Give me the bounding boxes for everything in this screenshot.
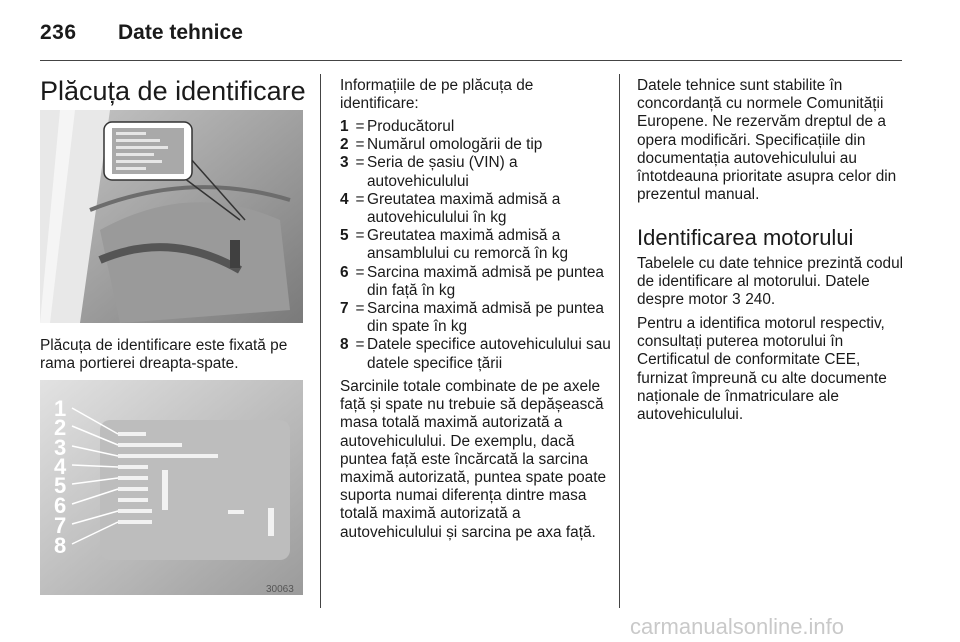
legend-text: Datele specifice autovehiculului sau datele specifice țării	[367, 336, 611, 372]
legend-item	[340, 136, 620, 154]
page-number: 236	[40, 21, 77, 44]
figure-label-4: 4	[54, 454, 67, 479]
figure-code: 30063	[266, 584, 294, 595]
legend-number: 6	[340, 263, 349, 281]
figure-label-3: 3	[54, 435, 67, 460]
technical-data-paragraph: Datele tehnice sunt stabilite în concordanță cu normele Comunității Europene. Ne rezervăm dreptul de a opera modificări. Specificațiile din documentația autovehiculului au întotdeauna prioritate asupra celor din prezentul manual.	[637, 77, 897, 204]
legend-number: 7	[340, 300, 349, 318]
legend-text: Producătorul	[367, 118, 455, 135]
legend-item	[340, 336, 620, 372]
figure-label-8: 8	[54, 533, 67, 558]
figure-label-2: 2	[54, 415, 67, 440]
engine-identify-paragraph: Pentru a identifica motorul respectiv, consultați puterea motorului în Certificatul de conformitate CEE, furnizat împreună cu alte documente naționale de înmatriculare ale autovehiculului.	[637, 315, 887, 424]
legend-number: 2	[340, 136, 349, 154]
section-heading-engine: Identificarea motorului	[637, 225, 854, 250]
legend-equals: =	[355, 118, 365, 135]
legend-equals: =	[355, 227, 365, 245]
legend-number: 3	[340, 154, 349, 172]
column-divider-1	[320, 74, 321, 608]
section-heading-plate: Plăcuța de identificare	[40, 76, 306, 106]
door-frame-photo	[40, 110, 303, 323]
engine-code-page-ref: 240.	[740, 291, 776, 309]
engine-code-text: Tabelele cu date tehnice prezintă codul de identificare al motorului. Datele despre motor	[637, 255, 904, 309]
legend-equals: =	[355, 300, 365, 318]
legend-text: Greutatea maximă admisă a autovehiculului în kg	[367, 190, 561, 227]
page-reference-icon: 3	[732, 291, 741, 309]
header-rule	[40, 60, 902, 61]
legend-list	[340, 118, 620, 373]
watermark: carmanualsonline.info	[630, 614, 845, 639]
legend-equals: =	[355, 190, 365, 208]
legend-text: Seria de șasiu (VIN) a autovehiculului	[367, 154, 518, 190]
legend-equals: =	[355, 263, 365, 281]
identification-plate-photo	[40, 380, 303, 595]
plate-location-caption: Plăcuța de identificare este fixată pe rama portierei dreapta-spate.	[40, 337, 288, 373]
legend-text: Greutatea maximă admisă a ansamblului cu remorcă în kg	[367, 227, 569, 263]
figure-label-5: 5	[54, 473, 67, 498]
page-header-title: Date tehnice	[118, 21, 243, 44]
axle-load-paragraph: Sarcinile totale combinate de pe axele față și spate nu trebuie să depășească masa totală maximă autorizată a autovehiculului. De exemplu, dacă puntea față este încărcată la sarcina maximă autorizată, puntea spate poate suporta numai diferența dintre masa totală maximă autorizată a autovehiculului și sarcina pe axa față.	[340, 378, 607, 541]
legend-number: 1	[340, 118, 349, 135]
figure-label-7: 7	[54, 513, 67, 538]
legend-number: 4	[340, 190, 349, 208]
legend-item	[340, 264, 620, 300]
legend-text: Numărul omologării de tip	[367, 136, 543, 154]
legend-item	[340, 300, 620, 336]
figure-label-1: 1	[54, 396, 67, 421]
legend-equals: =	[355, 154, 365, 172]
legend-number: 5	[340, 227, 349, 245]
figure-label-6: 6	[54, 493, 67, 518]
legend-intro: Informațiile de pe plăcuța de identificare:	[340, 77, 534, 113]
legend-text: Sarcina maximă admisă pe puntea din față în kg	[367, 263, 604, 299]
legend-item	[340, 154, 620, 190]
legend-item	[340, 191, 620, 227]
legend-item	[340, 227, 620, 263]
legend-text: Sarcina maximă admisă pe puntea din spate în kg	[367, 300, 604, 336]
legend-equals: =	[355, 136, 365, 154]
legend-number: 8	[340, 336, 349, 354]
engine-code-paragraph	[637, 255, 907, 310]
legend-equals: =	[355, 336, 365, 354]
legend-item	[340, 118, 620, 136]
